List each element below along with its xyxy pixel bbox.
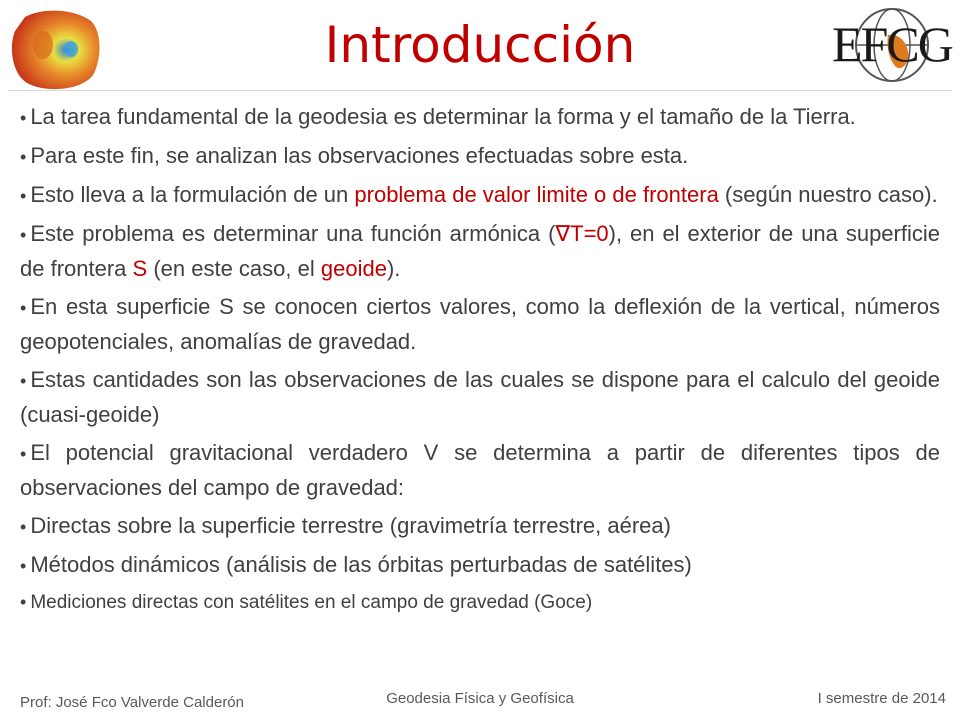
bullet-marker: •	[20, 592, 27, 612]
bullet-item	[20, 548, 940, 583]
laplace-equation: ∇T=0	[555, 221, 609, 246]
bullet-marker: •	[20, 444, 27, 464]
highlight-term: problema de valor limite o de frontera	[354, 182, 719, 207]
bullet-item	[20, 363, 940, 432]
bullet-marker: •	[20, 517, 27, 537]
bullet-text: Estas cantidades son las observaciones de las cuales se dispone para el calculo del geoide (cuasi-geoide)	[20, 367, 940, 427]
bullet-text: (en este caso, el	[147, 256, 321, 281]
footer-course: Geodesia Física y Geofísica	[386, 690, 574, 707]
bullet-text: ), en el exterior de una superficie de frontera	[20, 221, 940, 281]
bullet-item	[20, 436, 940, 505]
highlight-term: geoide	[320, 256, 387, 281]
bullet-marker: •	[20, 147, 27, 167]
bullet-marker: •	[20, 298, 27, 318]
bullet-marker: •	[20, 371, 27, 391]
bullet-marker: •	[20, 108, 27, 128]
bullet-text: Este problema es determinar una función armónica (	[30, 221, 556, 246]
bullet-marker: •	[20, 225, 27, 245]
bullet-list	[20, 100, 940, 622]
bullet-item	[20, 509, 940, 544]
title-divider	[8, 90, 952, 91]
efcg-logo-text: EFCG	[832, 16, 952, 72]
bullet-item	[20, 290, 940, 359]
footer-semester: I semestre de 2014	[817, 690, 946, 707]
bullet-marker: •	[20, 186, 27, 206]
bullet-text: La tarea fundamental de la geodesia es determinar la forma y el tamaño de la Tierra.	[30, 104, 856, 129]
footer-author: Prof: José Fco Valverde Calderón	[20, 694, 244, 711]
bullet-text: Directas sobre la superficie terrestre (gravimetría terrestre, aérea)	[30, 513, 671, 538]
bullet-text: En esta superficie S se conocen ciertos valores, como la deflexión de la vertical, números geopotenciales, anomalías de gravedad.	[20, 294, 940, 354]
bullet-item	[20, 100, 940, 135]
bullet-item	[20, 139, 940, 174]
bullet-item	[20, 587, 940, 618]
bullet-item	[20, 178, 940, 213]
bullet-text: ).	[386, 256, 401, 281]
bullet-text: Esto lleva a la formulación de un	[30, 182, 355, 207]
bullet-item	[20, 217, 940, 286]
bullet-text: Mediciones directas con satélites en el campo de gravedad (Goce)	[30, 592, 593, 613]
bullet-text: (según nuestro caso).	[718, 182, 938, 207]
slide-title: Introducción	[324, 16, 636, 74]
bullet-marker: •	[20, 556, 27, 576]
bullet-text: Métodos dinámicos (análisis de las órbitas perturbadas de satélites)	[30, 552, 692, 577]
highlight-term: S	[132, 256, 148, 281]
bullet-text: Para este fin, se analizan las observaciones efectuadas sobre esta.	[30, 143, 689, 168]
bullet-text: El potencial gravitacional verdadero V se determina a partir de diferentes tipos de observaciones del campo de gravedad:	[20, 440, 940, 500]
